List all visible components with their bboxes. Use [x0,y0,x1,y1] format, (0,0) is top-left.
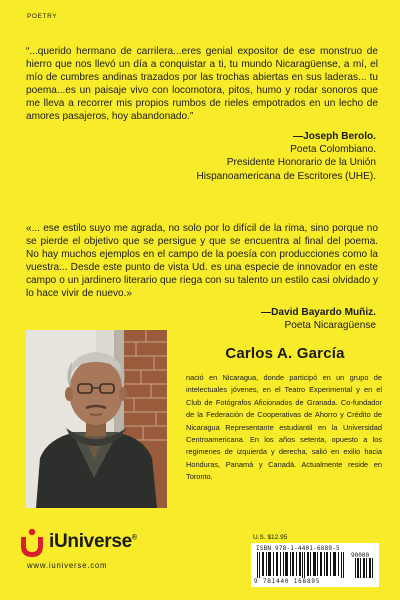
blurb-quote-berolo: “...querido hermano de carrilera...eres genial expositor de ese monstruo de hierro que nos llevó un día a conquistar a ti, tu mundo Nicaragüense, a mí, el mío de cumbres andinas trazados por las trochas abiertas en sus laderas... tu poema...es un paisaje vivo con locomotora, pitos, humo y rodar sonoros que me lleva a recorrer mis propios rumbos de rieles empotrados en un lecho de amores pasajeros, hoy abandonado.” [26,46,378,123]
attribution-role: Poeta Colombiano. [290,144,376,156]
isbn-barcode [251,543,379,587]
price-label: U.S. $12.95 [253,534,288,541]
author-photo [26,330,167,508]
genre-label: POETRY [27,13,58,20]
attribution-name: —David Bayardo Muñiz. [261,307,376,318]
attribution-title: Presidente Honorario de la Unión Hispanoamericana de Escritores (UHE). [196,157,376,182]
attribution-role: Poeta Nicaragüense [284,320,376,332]
author-name: Carlos A. García [225,345,345,362]
blurb-quote-bayardo: «... ese estilo suyo me agrada, no solo por lo difícil de la rima, sino porque no se pierde el objetivo que se persigue y que se encuentra al final del poema. No hay muchos ejemplos en el campo de la poesía con producciones como la vuestra... Desde este punto de vista Ud. es una especie de innovador en este campo o un jardinero literario que riega con su talento un estilo casi olvidado y lo hace vivir de nuevo.» [26,223,378,300]
trademark-symbol: ® [131,534,137,542]
isbn-number: ISBN 978-1-4401-6889-5 [256,545,340,552]
iuniverse-mark-icon [19,528,45,558]
barcode-number: 9 781440 168895 [254,578,321,585]
publisher-website: www.iuniverse.com [27,561,108,570]
attribution-name: —Joseph Berolo. [292,131,376,142]
publisher-logo [19,528,179,558]
blurb-attribution-bayardo [261,306,376,332]
author-bio: nació en Nicaragua, donde participó en un grupo de intelectuales jóvenes, en el Teatro Experimental y en el Club de Fotógrafos Aficionados de Granada. Co-fundador de la Federación de Cooperativas de Ahorro y Crédito de Nicaragua Representante estudiantil en la Universidad Centroamericana. En los años setenta, opuesto a los regimenes de izquierda y derecha, salió en exilio hacia Honduras, Panamá y Canadá. Actualmente reside en Toronto. [186,373,382,482]
barcode-addon-number: 90000 [351,552,370,559]
blurb-attribution-berolo [141,130,376,183]
publisher-name: iUniverse® [49,531,137,552]
